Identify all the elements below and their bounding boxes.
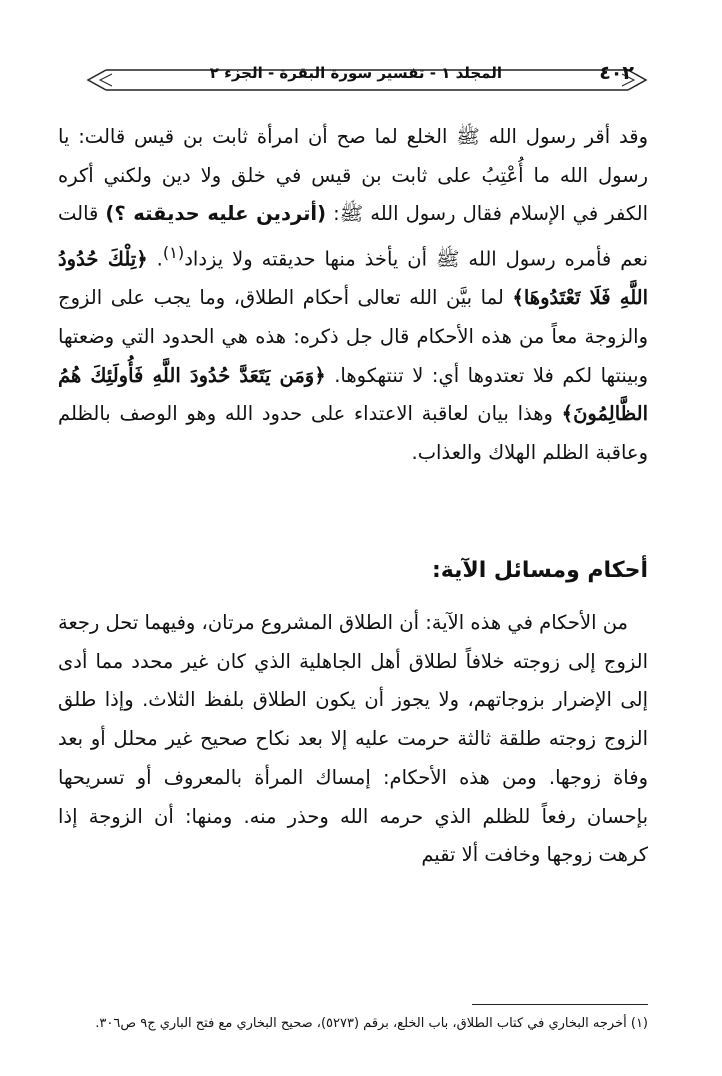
running-header <box>82 58 652 98</box>
text-run: قالت نعم فأمره رسول الله ﷺ أن يأخذ منها حديقته ولا يزداد <box>58 202 649 271</box>
footnote: (١) أخرجه البخاري في كتاب الطلاق، باب الخلع، برقم (٥٢٧٣)، صحيح البخاري مع فتح الباري ج٩ ص٣٠٦. <box>95 1016 648 1031</box>
text-run: وقد أقر رسول الله ﷺ الخلع لما صح أن امرأة ثابت بن قيس قالت: يا رسول الله ما أُعْتِبُ على ثابت بن قيس في خلق ولا دين ولكني أكره الكفر في الإسلام فقال رسول الله ﷺ: <box>58 125 648 226</box>
quran-verse: ﴿تِلْكَ حُدُودُ اللَّهِ فَلَا تَعْتَدُوهَا﴾ <box>58 247 649 310</box>
text-run: لما بيَّن الله تعالى أحكام الطلاق، وما يجب على الزوج والزوجة معاً من هذه الأحكام قال جل ذكره: هذه هي الحدود التي وضعتها وبينتها لكم فلا تعتدوها أي: لا تنتهكوها. <box>58 286 648 387</box>
section-heading: أحكام ومسائل الآية: <box>431 558 648 583</box>
text-run: من الأحكام في هذه الآية: أن الطلاق المشروع مرتان، وفيهما تحل رجعة الزوج إلى زوجته خلافاً لطلاق أهل الجاهلية الذي كان غير محدد مما أدى إلى الإضرار بزوجاتهم، ولا يجوز أن يكون الطلاق بلفظ الثلاث. وإذا طلق الزوج زوجته طلقة ثالثة حرمت عليه إلا بعد نكاح صحيح غير محلل أو بعد وفاة زوجها. ومن هذه الأحكام: إمساك المرأة بالمعروف أو تسريحها بإحسان رفعاً للظلم الذي حرمه الله وحذر منه. ومنها: أن الزوجة إذا كرهت زوجها وخافت ألا تقيم <box>58 611 648 867</box>
hadith-quote: (أتردين عليه حديقته ؟) <box>105 202 327 226</box>
running-title: المجلد ١ - تفسير سورة البقرة - الجزء ٢ <box>209 64 502 82</box>
text-run: . <box>147 247 163 271</box>
footnote-separator <box>472 1004 648 1005</box>
quran-verse: ﴿وَمَن يَتَعَدَّ حُدُودَ اللَّهِ فَأُولَئِكَ هُمُ الظَّالِمُونَ﴾ <box>58 363 648 426</box>
text-run: وهذا بيان لعاقبة الاعتداء على حدود الله وهو الوصف بالظلم وعاقبة الظلم الهلاك والعذاب. <box>58 402 648 465</box>
page-number: ٤٠٢ <box>599 62 634 84</box>
paragraph-1 <box>58 118 648 473</box>
footnote-reference: (١) <box>162 243 185 263</box>
paragraph-2 <box>58 604 648 875</box>
